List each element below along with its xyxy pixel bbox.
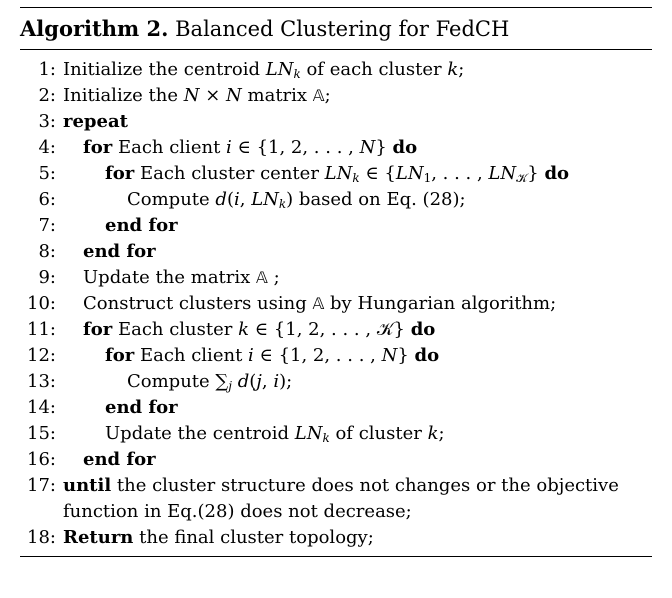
line-text: Compute d(i, $LN_k$) based on Eq. (28);: [127, 189, 466, 211]
line-text: function in Eq.(28) does not decrease;: [63, 501, 412, 522]
bottom-rule: [20, 556, 652, 557]
line-text: Update the matrix 𝔸 ;: [83, 267, 280, 288]
line-number: 12:: [27, 345, 56, 366]
line-number: 11:: [27, 319, 56, 340]
line-number: 2:: [38, 85, 56, 106]
line-text: end for: [83, 241, 156, 262]
algorithm-title: [20, 12, 509, 46]
line-number: 16:: [27, 449, 56, 470]
line-text: Initialize the centroid $LN_k$ of each cluster k;: [63, 59, 465, 81]
line-text: Construct clusters using 𝔸 by Hungarian algorithm;: [83, 293, 557, 314]
line-text: end for: [105, 215, 178, 236]
algorithm-label: Algorithm 2.: [20, 16, 169, 41]
line-number: 15:: [27, 423, 56, 444]
line-number: 8:: [38, 241, 56, 262]
line-text: Return the final cluster topology;: [63, 527, 374, 548]
line-number: 7:: [38, 215, 56, 236]
line-text: for Each client i ∈ {1, 2, . . . , N} do: [105, 345, 440, 366]
line-number: 17:: [27, 475, 56, 496]
line-number: 14:: [27, 397, 56, 418]
line-text: Update the centroid $LN_k$ of cluster k;: [105, 423, 445, 445]
line-number: 10:: [27, 293, 56, 314]
line-text: repeat: [63, 111, 128, 132]
line-text: for Each client i ∈ {1, 2, . . . , N} do: [83, 137, 418, 158]
top-rule: [20, 7, 652, 8]
line-number: 4:: [38, 137, 56, 158]
line-text: for Each cluster k ∈ {1, 2, . . . , 𝒦} do: [83, 319, 436, 340]
line-text: end for: [83, 449, 156, 470]
line-number: 1:: [38, 59, 56, 80]
line-text: Initialize the N × N matrix 𝔸;: [63, 85, 331, 106]
line-text: Compute $\sum_j$ d(j, i);: [127, 371, 293, 393]
line-number: 5:: [38, 163, 56, 184]
line-number: 13:: [27, 371, 56, 392]
algorithm-name: Balanced Clustering for FedCH: [175, 17, 510, 41]
line-number: 18:: [27, 527, 56, 548]
line-text: end for: [105, 397, 178, 418]
line-number: 9:: [38, 267, 56, 288]
line-number: 6:: [38, 189, 56, 210]
line-text: for Each cluster center $LN_k$ ∈ {$LN_1$, . . . , $LN_𝒦$} do: [105, 163, 570, 185]
title-rule: [20, 49, 652, 50]
line-number: 3:: [38, 111, 56, 132]
line-text: until the cluster structure does not changes or the objective: [63, 475, 619, 496]
